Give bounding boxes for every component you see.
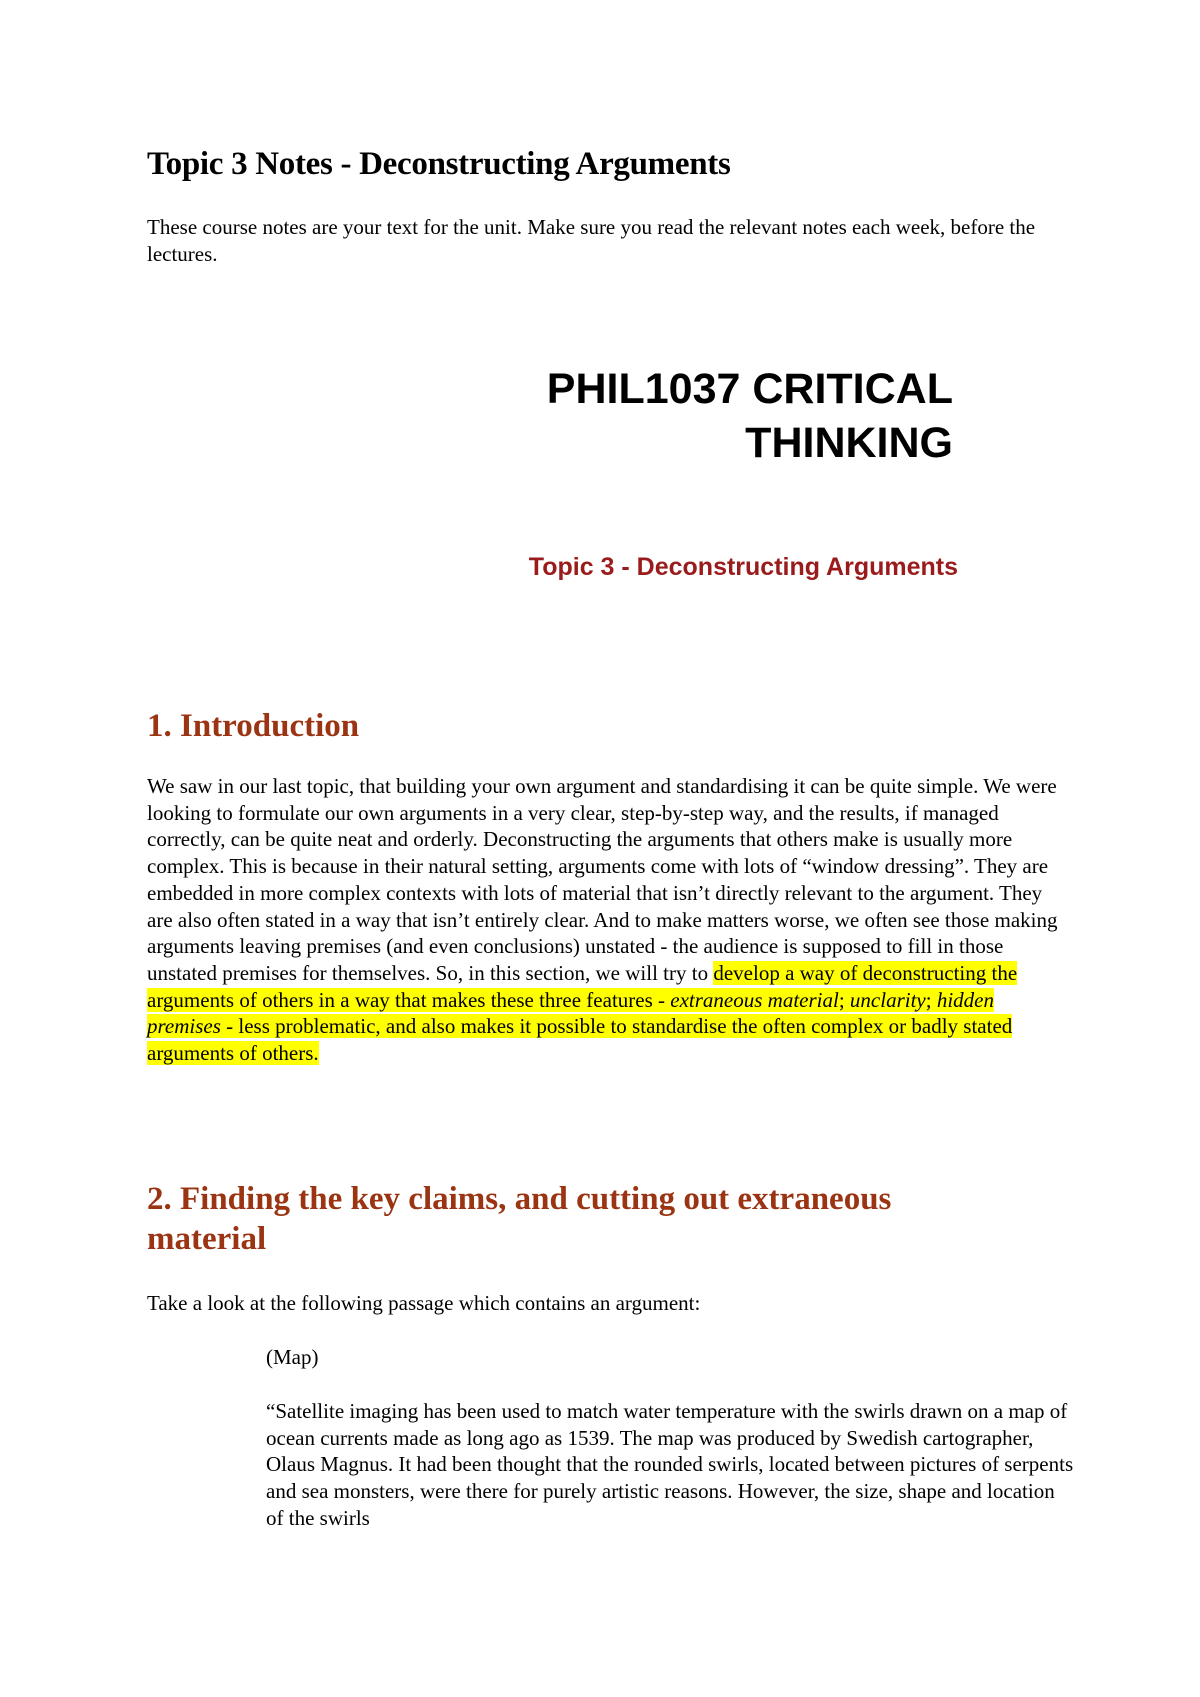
argument-quote: “Satellite imaging has been used to match water temperature with the swirls drawn on a map of ocean currents made as long ago as 1539. The map was produced by Swedish cartographer, Olaus Magnus. It had been thought that the rounded swirls, located between pictures of serpents and sea monsters, were there for purely artistic reasons. However, the size, shape and location of the swirls <box>266 1399 1074 1530</box>
emphasis-unclarity: unclarity <box>849 987 926 1012</box>
course-title: PHIL1037 CRITICAL THINKING <box>546 365 953 467</box>
introduction-paragraph <box>147 773 1067 1067</box>
emphasis-extraneous-material: extraneous material <box>670 987 839 1012</box>
separator-2: ; <box>925 987 937 1012</box>
highlight-text-2: - less problematic, and also makes it possible to standardise the often complex or badly stated arguments of others. <box>147 1014 1013 1066</box>
highlight-text-1: develop a way of deconstructing the arguments of others in a way that makes these three features - <box>147 960 1018 1012</box>
emphasis-hidden-premises: hidden premises <box>147 987 994 1039</box>
intro-note: These course notes are your text for the unit. Make sure you read the relevant notes each week, before the lectures. <box>147 215 1036 266</box>
passage-lead-in: Take a look at the following passage which contains an argument: <box>147 1291 701 1315</box>
separator-1: ; <box>838 987 850 1012</box>
section-heading-finding-key-claims: 2. Finding the key claims, and cutting out extraneous material <box>147 1181 892 1257</box>
course-subtitle: Topic 3 - Deconstructing Arguments <box>528 553 958 581</box>
map-label: (Map) <box>266 1345 319 1369</box>
introduction-text: We saw in our last topic, that building your own argument and standardising it can be quite simple. We were looking to formulate our own arguments in a very clear, step-by-step way, and the results, if managed correctly, can be quite neat and orderly. Deconstructing the arguments that others make is usually more complex. This is because in their natural setting, arguments come with lots of “window dressing”. They are embedded in more complex contexts with lots of material that isn’t directly relevant to the argument. They are also often stated in a way that isn’t entirely clear. And to make matters worse, we often see those making arguments leaving premises (and even conclusions) unstated - the audience is supposed to fill in those unstated premises for themselves. So, in this section, we will try to <box>147 774 1058 985</box>
section-heading-introduction: 1. Introduction <box>147 708 360 744</box>
document-title: Topic 3 Notes - Deconstructing Arguments <box>147 146 731 182</box>
